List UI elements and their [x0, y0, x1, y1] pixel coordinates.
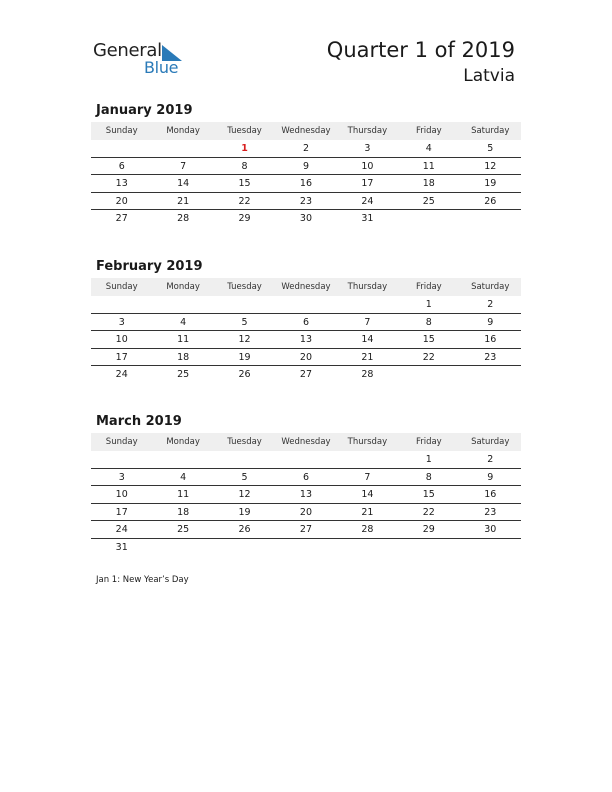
day-cell: 3: [118, 316, 125, 328]
weekday-wednesday: Wednesday: [281, 282, 331, 292]
day-cell: 31: [115, 541, 128, 553]
month-title: March 2019: [96, 414, 182, 429]
day-cell: 16: [299, 178, 313, 190]
day-cell: 30: [299, 213, 313, 225]
day-cell: 31: [361, 213, 374, 225]
weekday-friday: Friday: [415, 282, 442, 292]
day-cell: 28: [177, 213, 190, 225]
day-cell: 13: [299, 489, 313, 501]
day-cell: [214, 451, 275, 468]
day-cell: 29: [238, 213, 251, 225]
day-cell: [214, 296, 275, 313]
day-cell: [337, 296, 398, 313]
day-cell: 29: [422, 524, 435, 536]
day-cell: 11: [177, 334, 190, 346]
weekday-header: [91, 122, 521, 140]
day-cell: 14: [361, 489, 374, 501]
day-cell: [460, 539, 521, 557]
weeks: [91, 140, 521, 228]
day-cell: 25: [422, 195, 435, 207]
day-cell: 17: [361, 178, 374, 190]
day-cell: 26: [238, 369, 251, 381]
day-cell: 14: [361, 334, 374, 346]
day-cell: 19: [484, 178, 497, 190]
day-cell: 6: [302, 316, 309, 328]
day-cell: 6: [302, 471, 309, 483]
day-cell: 24: [115, 524, 128, 536]
day-cell: 4: [425, 143, 432, 154]
weekday-header: [91, 278, 521, 296]
week-row: [91, 314, 521, 332]
day-cell: 4: [180, 316, 187, 328]
weekday-sunday: Sunday: [105, 437, 138, 447]
day-cell: [214, 539, 275, 557]
day-cell: [91, 451, 152, 468]
day-cell: [275, 296, 336, 313]
day-cell: 20: [299, 506, 313, 518]
weekday-thursday: Thursday: [347, 437, 388, 447]
day-cell: [398, 210, 459, 228]
day-cell: 1: [241, 143, 248, 154]
weekday-wednesday: Wednesday: [281, 126, 331, 136]
day-cell: 21: [177, 195, 190, 207]
day-cell: 19: [238, 506, 251, 518]
day-cell: 18: [177, 506, 190, 518]
day-cell: 27: [299, 369, 313, 381]
day-cell: 9: [487, 316, 494, 328]
weekday-thursday: Thursday: [347, 282, 388, 292]
weekday-saturday: Saturday: [471, 126, 510, 136]
day-cell: 3: [364, 143, 371, 154]
day-cell: [460, 366, 521, 384]
day-cell: 17: [115, 351, 128, 363]
day-cell: 23: [484, 506, 497, 518]
day-cell: 16: [484, 489, 497, 501]
day-cell: 16: [484, 334, 497, 346]
week-row: [91, 539, 521, 557]
day-cell: 24: [361, 195, 374, 207]
day-cell: 15: [422, 489, 435, 501]
day-cell: 5: [241, 316, 248, 328]
day-cell: 8: [425, 316, 432, 328]
day-cell: 27: [299, 524, 313, 536]
day-cell: 10: [115, 489, 128, 501]
day-cell: 22: [238, 195, 251, 207]
week-row: [91, 349, 521, 367]
day-cell: 5: [241, 471, 248, 483]
week-row: [91, 469, 521, 487]
weekday-sunday: Sunday: [105, 282, 138, 292]
day-cell: [275, 539, 336, 557]
day-cell: 14: [177, 178, 190, 190]
day-cell: [152, 451, 213, 468]
day-cell: [337, 451, 398, 468]
weekday-thursday: Thursday: [347, 126, 388, 136]
week-row: [91, 486, 521, 504]
day-cell: 22: [422, 351, 435, 363]
day-cell: 25: [177, 369, 190, 381]
day-cell: 21: [361, 506, 374, 518]
day-cell: 13: [299, 334, 313, 346]
day-cell: [91, 296, 152, 313]
day-cell: 12: [484, 160, 497, 172]
day-cell: 12: [238, 489, 251, 501]
day-cell: 28: [361, 524, 374, 536]
day-cell: [398, 539, 459, 557]
logo: [93, 40, 193, 80]
day-cell: [152, 539, 213, 557]
day-cell: 19: [238, 351, 251, 363]
day-cell: 4: [180, 471, 187, 483]
day-cell: 20: [299, 351, 313, 363]
month-title: January 2019: [96, 103, 193, 118]
day-cell: 10: [361, 160, 374, 172]
day-cell: 12: [238, 334, 251, 346]
country-name: Latvia: [463, 66, 515, 86]
day-cell: 17: [115, 506, 128, 518]
day-cell: [152, 296, 213, 313]
day-cell: 2: [302, 143, 309, 154]
weekday-friday: Friday: [415, 437, 442, 447]
day-cell: 2: [487, 299, 494, 310]
day-cell: 27: [115, 213, 128, 225]
weekday-tuesday: Tuesday: [227, 282, 262, 292]
page-title: Quarter 1 of 2019: [326, 38, 515, 62]
day-cell: 8: [241, 160, 248, 172]
week-row: [91, 366, 521, 384]
day-cell: 6: [118, 160, 125, 172]
day-cell: [398, 366, 459, 384]
day-cell: 9: [487, 471, 494, 483]
day-cell: [337, 539, 398, 557]
day-cell: 25: [177, 524, 190, 536]
day-cell: 7: [180, 160, 187, 172]
weeks: [91, 451, 521, 557]
month-title: February 2019: [96, 259, 203, 274]
day-cell: 26: [238, 524, 251, 536]
weekday-saturday: Saturday: [471, 282, 510, 292]
week-row: [91, 193, 521, 211]
week-row: [91, 158, 521, 176]
weekday-sunday: Sunday: [105, 126, 138, 136]
weekday-saturday: Saturday: [471, 437, 510, 447]
week-row: [91, 504, 521, 522]
day-cell: 26: [484, 195, 497, 207]
week-row: [91, 331, 521, 349]
weekday-friday: Friday: [415, 126, 442, 136]
day-cell: 10: [115, 334, 128, 346]
weekday-monday: Monday: [166, 126, 200, 136]
day-cell: 21: [361, 351, 374, 363]
day-cell: [275, 451, 336, 468]
week-row: [91, 296, 521, 314]
day-cell: 23: [484, 351, 497, 363]
weekday-tuesday: Tuesday: [227, 126, 262, 136]
weekday-tuesday: Tuesday: [227, 437, 262, 447]
weekday-wednesday: Wednesday: [281, 437, 331, 447]
day-cell: 5: [487, 143, 494, 154]
day-cell: 1: [425, 299, 432, 310]
day-cell: 24: [115, 369, 128, 381]
holiday-note: Jan 1: New Year’s Day: [96, 575, 189, 585]
week-row: [91, 451, 521, 469]
weekday-header: [91, 433, 521, 451]
day-cell: [152, 140, 213, 157]
holiday-notes: [96, 575, 189, 585]
weekday-monday: Monday: [166, 282, 200, 292]
logo-blue-text: Blue: [144, 58, 179, 77]
day-cell: 1: [425, 454, 432, 465]
weeks: [91, 296, 521, 384]
day-cell: 9: [302, 160, 309, 172]
day-cell: 15: [238, 178, 251, 190]
day-cell: 7: [364, 316, 371, 328]
day-cell: 3: [118, 471, 125, 483]
week-row: [91, 210, 521, 228]
week-row: [91, 521, 521, 539]
logo-general-text: General: [93, 40, 162, 61]
week-row: [91, 140, 521, 158]
day-cell: [91, 140, 152, 157]
day-cell: 15: [422, 334, 435, 346]
day-cell: 2: [487, 454, 494, 465]
weekday-monday: Monday: [166, 437, 200, 447]
day-cell: 11: [422, 160, 435, 172]
day-cell: 11: [177, 489, 190, 501]
day-cell: 20: [115, 195, 128, 207]
day-cell: 13: [115, 178, 128, 190]
day-cell: 18: [422, 178, 435, 190]
day-cell: 7: [364, 471, 371, 483]
day-cell: 23: [299, 195, 313, 207]
day-cell: 18: [177, 351, 190, 363]
day-cell: 22: [422, 506, 435, 518]
day-cell: 28: [361, 369, 374, 381]
day-cell: [460, 210, 521, 228]
week-row: [91, 175, 521, 193]
day-cell: 8: [425, 471, 432, 483]
day-cell: 30: [484, 524, 497, 536]
